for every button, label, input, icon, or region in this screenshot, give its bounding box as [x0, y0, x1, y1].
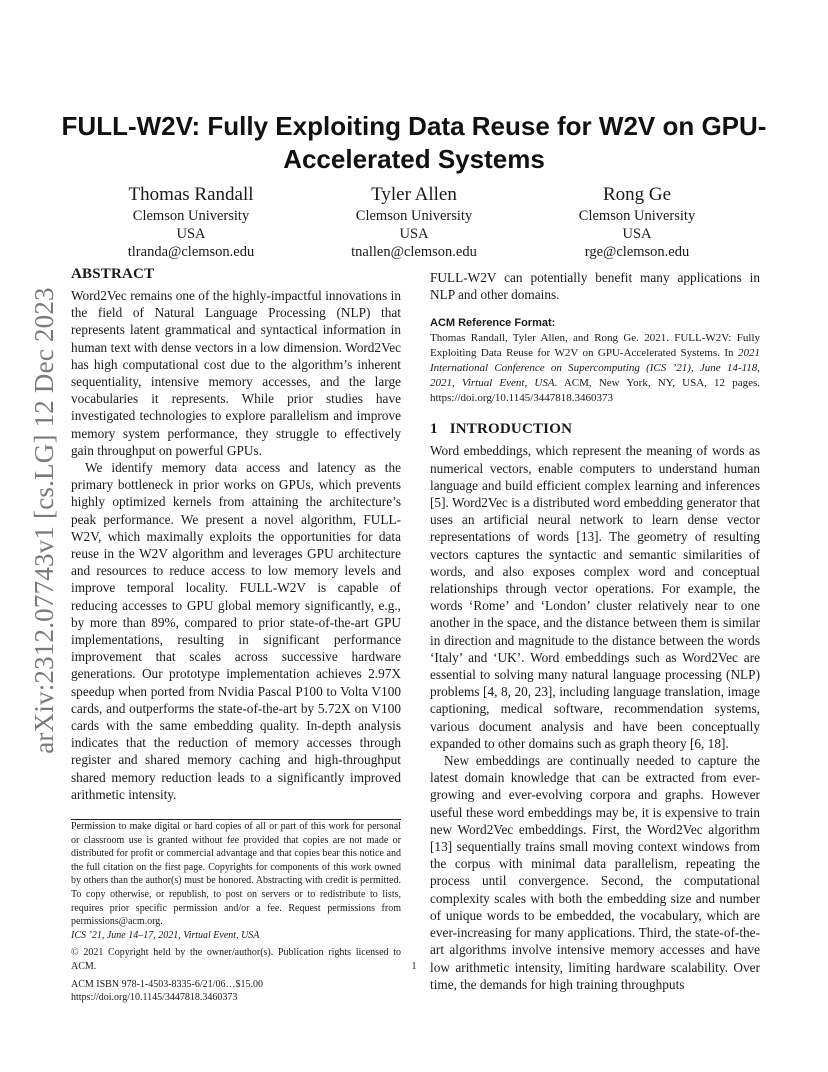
abstract-paragraph-2: We identify memory data access and latency as the primary bottleneck in prior works on GPUs, which prevents highly optimized kernels from attaining the architecture’s peak performance. We present a novel algorithm, FULL-W2V, which maximally exploits the opportunities for data reuse in the W2V algorithm and leverages GPU architecture and resources to reduce access to low memory levels and improve temporal locality. FULL-W2V is capable of reducing accesses to GPU global memory significantly, e.g., by more than 89%, compared to prior state-of-the-art GPU implementations, resulting in significant performance improvement that scales across successive hardware generations. Our prototype implementation achieves 2.97X speedup when ported from Nvidia Pascal P100 to Volta V100 cards, and outperforms the state-of-the-art by 5.72X on V100 cards with the same embedding quality. In-depth analysis indicates that the reduction of memory accesses through register and shared memory caching and high-throughput shared memory reduction leads to a significantly improved arithmetic intensity. — [71, 460, 401, 802]
permission-notice: Permission to make digital or hard copies of all or part of this work for personal or classroom use is granted without fee provided that copies are not made or distributed for profit or commercial advantage and that copies bear this notice and the full citation on the first page. Copyrights for components of this work owned by others than the author(s) must be honored. Abstracting with credit is permitted. To copy otherwise, or republish, to post on servers or to redistribute to lists, requires prior specific permission and/or a fee. Request permissions from permissions@acm.org. — [71, 821, 401, 928]
acm-reference-publisher: . ACM, New York, NY, USA, 12 pages. https://doi.org/10.1145/3447818.3460373 — [430, 377, 761, 405]
author-1 — [80, 183, 302, 261]
abstract-paragraph-3: FULL-W2V can potentially benefit many applications in NLP and other domains. — [430, 270, 760, 303]
page-number: 1 — [411, 961, 417, 972]
author-email: tlranda@clemson.edu — [127, 244, 255, 260]
author-country: USA — [176, 226, 206, 242]
isbn-line: ACM ISBN 978-1-4503-8335-6/21/06…$15.00 — [71, 978, 263, 990]
author-affiliation: Clemson University — [355, 208, 473, 224]
doi-line: https://doi.org/10.1145/3447818.3460373 — [71, 992, 238, 1004]
section-title: INTRODUCTION — [449, 421, 573, 438]
section-number: 1 — [430, 421, 438, 438]
author-affiliation: Clemson University — [578, 208, 696, 224]
author-email: tnallen@clemson.edu — [351, 244, 477, 260]
arxiv-stamp — [24, 285, 64, 755]
right-column — [430, 269, 760, 993]
paper-title: FULL-W2V: Fully Exploiting Data Reuse for W2V on GPU-Accelerated Systems — [61, 111, 767, 174]
abstract-paragraph-1: Word2Vec remains one of the highly-impactful innovations in the field of Natural Language Processing (NLP) that represents latent grammatical and syntactical information in human text with dense vectors in a low dimension. Word2Vec has high computational cost due to the algorithm’s inherent sequentiality, intensive memory accesses, and the large vocabularies it represents. While prior studies have investigated technologies to explore parallelism and improve memory system performance, they struggle to effectively gain throughput on powerful GPUs. — [71, 288, 401, 458]
author-3 — [526, 183, 748, 261]
acm-reference-venue: 2021 International Conference on Supercomputing (ICS ’21), June 14-118, 2021, Virtual Event, USA — [430, 347, 760, 390]
author-affiliation: Clemson University — [132, 208, 250, 224]
arxiv-stamp-text: arXiv:2312.07743v1 [cs.LG] 12 Dec 2023 — [28, 286, 59, 754]
copyright-line: © 2021 Copyright held by the owner/author(s). Publication rights licensed to ACM. — [71, 947, 401, 973]
author-country: USA — [622, 226, 652, 242]
left-column — [71, 266, 401, 1005]
author-name: Tyler Allen — [371, 184, 457, 205]
author-country: USA — [399, 226, 429, 242]
author-block — [80, 183, 748, 261]
copyright-footnote — [71, 820, 401, 1005]
author-2 — [303, 183, 525, 261]
introduction-heading — [430, 421, 760, 438]
acm-reference-text — [430, 331, 760, 406]
introduction-paragraph-2: New embeddings are continually needed to capture the latest domain knowledge that can be extracted from ever-growing and ever-evolving corpora and graphs. However useful these word embeddings may be, it is expensive to train new Word2Vec embeddings. First, the Word2Vec algorithm [13] sequentially trains small moving context windows from the corpus with minimal data parallelism, repeating the process until convergence. Second, the computational complexity scales with both the embedding size and number of unique words to be embedded, the vocabulary, which are ever-increasing for many applications. Third, the state-of-the-art algorithms involve intensive memory accesses and have low arithmetic intensity, limiting hardware scalability. Over time, the demands for high training throughputs — [430, 753, 760, 992]
venue-line: ICS ’21, June 14–17, 2021, Virtual Event, USA — [71, 929, 260, 941]
introduction-paragraph-1: Word embeddings, which represent the meaning of words as numerical vectors, enable computers to understand human language and build efficient complex learning and inferences [5]. Word2Vec is a distributed word embedding generator that uses an artificial neural network to learn dense vector representations of words [13]. The geometry of resulting vectors captures the syntactic and semantic similarities of words, and also exposes complex word and conceptual relationships through vector operations. For example, the words ‘Rome’ and ‘London’ cluster relatively near to one another in the space, and the distance between them is similar in direction and magnitude to the distance between the words ‘Italy’ and ‘UK’. Word embeddings such as Word2Vec are essential to solving many natural language processing (NLP) problems [4, 8, 20, 23], including language translation, image captioning, medical software, recommendation systems, various document analysis and have been conceptually expanded to other domains such as graph theory [6, 18]. — [430, 443, 760, 751]
acm-reference-heading: ACM Reference Format: — [430, 317, 556, 330]
author-name: Thomas Randall — [128, 184, 254, 205]
acm-reference-authors: Thomas Randall, Tyler Allen, and Rong Ge. 2021. FULL-W2V: Fully Exploiting Data Reuse for W2V on GPU-Accelerated Systems. In — [430, 332, 760, 360]
author-email: rge@clemson.edu — [584, 244, 690, 260]
abstract-heading: ABSTRACT — [71, 266, 155, 282]
author-name: Rong Ge — [602, 184, 672, 205]
